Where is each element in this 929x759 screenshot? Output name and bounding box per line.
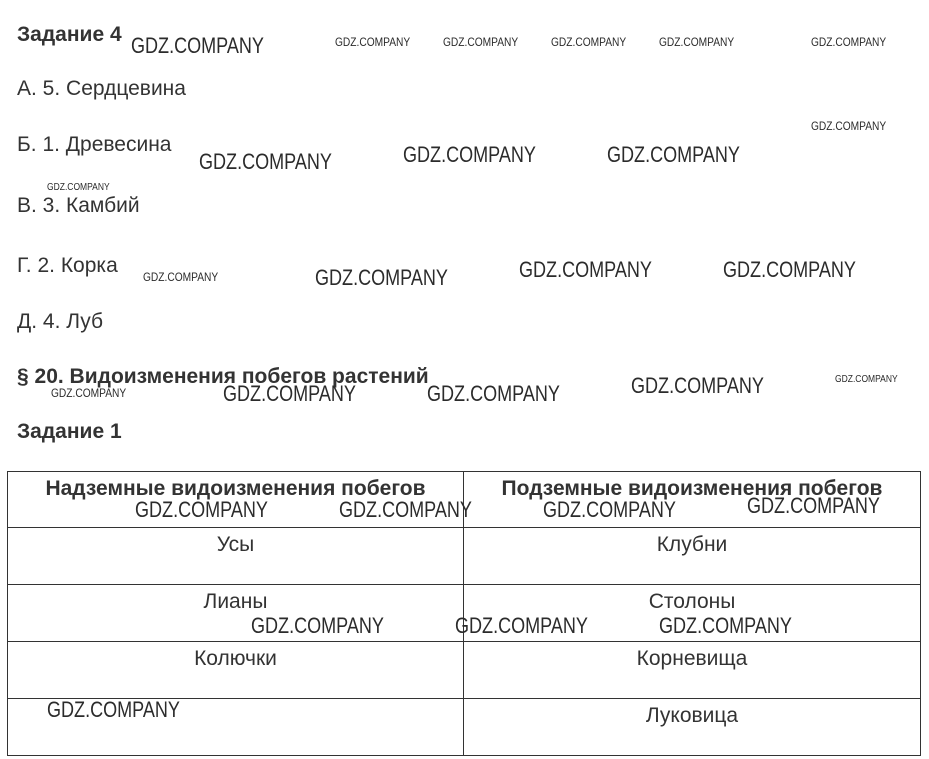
watermark: GDZ.COMPANY xyxy=(335,35,411,49)
watermark: GDZ.COMPANY xyxy=(47,697,180,722)
watermark: GDZ.COMPANY xyxy=(315,265,448,290)
watermark: GDZ.COMPANY xyxy=(811,35,887,49)
table-cell: Столоны xyxy=(464,585,921,642)
table-cell: Усы xyxy=(8,528,464,585)
watermark: GDZ.COMPANY xyxy=(131,33,264,58)
watermark: GDZ.COMPANY xyxy=(143,270,219,284)
answer-e: Д. 4. Луб xyxy=(17,310,104,333)
task4-title: Задание 4 xyxy=(17,23,122,46)
header-above-ground: Надземные видоизменения побегов xyxy=(8,472,464,528)
watermark: GDZ.COMPANY xyxy=(551,35,627,49)
watermark: GDZ.COMPANY xyxy=(455,613,588,638)
watermark: GDZ.COMPANY xyxy=(659,613,792,638)
table-cell: Луковица xyxy=(464,699,921,756)
answer-c: В. 3. Камбий xyxy=(17,194,140,217)
watermark: GDZ.COMPANY xyxy=(543,497,676,522)
watermark: GDZ.COMPANY xyxy=(811,119,887,133)
table-cell: Лианы xyxy=(8,585,464,642)
watermark: GDZ.COMPANY xyxy=(223,381,356,406)
watermark: GDZ.COMPANY xyxy=(47,182,110,193)
table-row xyxy=(8,642,921,699)
watermark: GDZ.COMPANY xyxy=(835,374,898,385)
answer-b: Б. 1. Древесина xyxy=(17,133,172,156)
table-row xyxy=(8,528,921,585)
watermark: GDZ.COMPANY xyxy=(251,613,384,638)
watermark: GDZ.COMPANY xyxy=(339,497,472,522)
watermark: GDZ.COMPANY xyxy=(631,373,764,398)
table-row xyxy=(8,585,921,642)
table-header-row xyxy=(8,472,921,528)
watermark: GDZ.COMPANY xyxy=(135,497,268,522)
answer-a: А. 5. Сердцевина xyxy=(17,77,186,100)
watermark: GDZ.COMPANY xyxy=(443,35,519,49)
watermark: GDZ.COMPANY xyxy=(199,149,332,174)
table-cell: Корневища xyxy=(464,642,921,699)
table-cell xyxy=(8,699,464,756)
watermark: GDZ.COMPANY xyxy=(723,257,856,282)
watermark: GDZ.COMPANY xyxy=(747,493,880,518)
watermark: GDZ.COMPANY xyxy=(519,257,652,282)
shoot-modifications-table xyxy=(7,471,921,756)
table-cell: Колючки xyxy=(8,642,464,699)
section-title: § 20. Видоизменения побегов растений xyxy=(17,365,429,388)
watermark: GDZ.COMPANY xyxy=(659,35,735,49)
header-underground: Подземные видоизменения побегов xyxy=(464,472,921,528)
task1-title: Задание 1 xyxy=(17,420,122,443)
watermark: GDZ.COMPANY xyxy=(403,142,536,167)
watermark: GDZ.COMPANY xyxy=(51,386,127,400)
table-row xyxy=(8,699,921,756)
watermark: GDZ.COMPANY xyxy=(427,381,560,406)
table-cell: Клубни xyxy=(464,528,921,585)
watermark: GDZ.COMPANY xyxy=(607,142,740,167)
answer-d: Г. 2. Корка xyxy=(17,254,118,277)
